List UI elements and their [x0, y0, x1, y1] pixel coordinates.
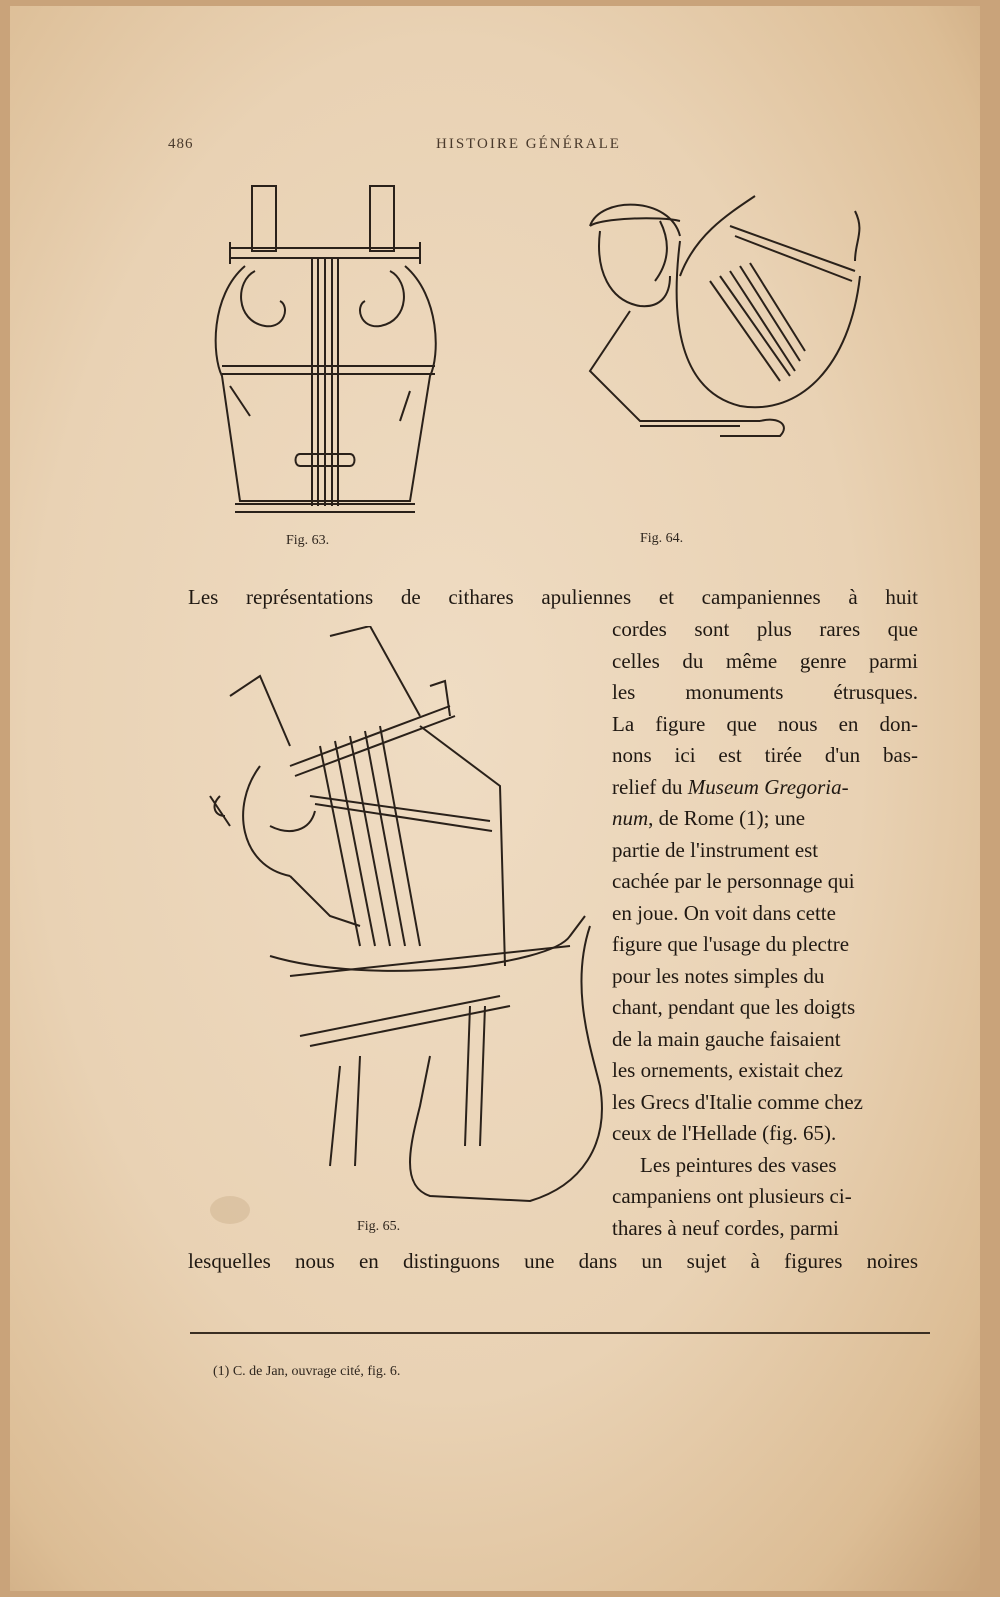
italic-museum-name-end: num — [612, 806, 649, 830]
column-line: partie de l'instrument est — [612, 837, 819, 862]
body-last-line — [188, 1246, 918, 1278]
figure-63-cithara-illustration — [200, 176, 450, 526]
last-line-text: lesquelles nous en distinguons une dans un sujet à figures noires — [188, 1249, 918, 1273]
column-line: , de Rome (1); une — [648, 806, 806, 830]
column-line: celles du même genre parmi — [612, 648, 918, 673]
column-line: figure que l'usage du plectre — [612, 932, 850, 956]
column-line: les monuments étrusques. — [612, 680, 918, 704]
footnote: (1) C. de Jan, ouvrage cité, fig. 6. — [213, 1364, 401, 1379]
footnote-rule — [190, 1332, 930, 1334]
first-line-text: Les représentations de cithares apuliennes et campaniennes à huit — [188, 585, 918, 609]
figure-64-caption: Fig. 64. — [640, 531, 684, 546]
figure-65-caption: Fig. 65. — [357, 1219, 401, 1234]
column-line: relief du — [612, 774, 688, 799]
column-line: en joue. On voit dans cette — [612, 900, 836, 925]
column-line: les Grecs d'Italie comme chez — [612, 1089, 863, 1114]
column-line: nons ici est tirée d'un bas- — [612, 743, 918, 767]
column-line: ceux de l'Hellade (fig. 65). — [612, 1121, 837, 1145]
column-line: chant, pendant que les doigts — [612, 995, 856, 1019]
column-line: thares à neuf cordes, parmi — [612, 1215, 839, 1240]
italic-museum-name: Museum Gregoria- — [687, 774, 849, 799]
body-first-line — [188, 582, 918, 614]
running-head — [168, 136, 928, 156]
page-number: 486 — [168, 136, 194, 152]
column-line: pour les notes simples du — [612, 963, 825, 988]
column-line: de la main gauche faisaient — [612, 1026, 841, 1051]
column-line: cordes sont plus rares que — [612, 617, 918, 641]
running-title: HISTOIRE GÉNÉRALE — [436, 136, 621, 152]
column-line: campaniens ont plusieurs ci- — [612, 1184, 852, 1208]
figure-65-kithara-player-illustration — [170, 626, 610, 1221]
column-line: cachée par le personnage qui — [612, 869, 855, 893]
figure-64-lyre-player-illustration — [530, 181, 870, 481]
figure-63-caption: Fig. 63. — [286, 533, 330, 548]
column-line: les ornements, existait chez — [612, 1058, 843, 1082]
column-line: Les peintures des vases — [640, 1152, 837, 1177]
column-line: La figure que nous en don- — [612, 711, 918, 736]
book-page — [10, 6, 980, 1591]
body-column — [612, 614, 918, 1244]
